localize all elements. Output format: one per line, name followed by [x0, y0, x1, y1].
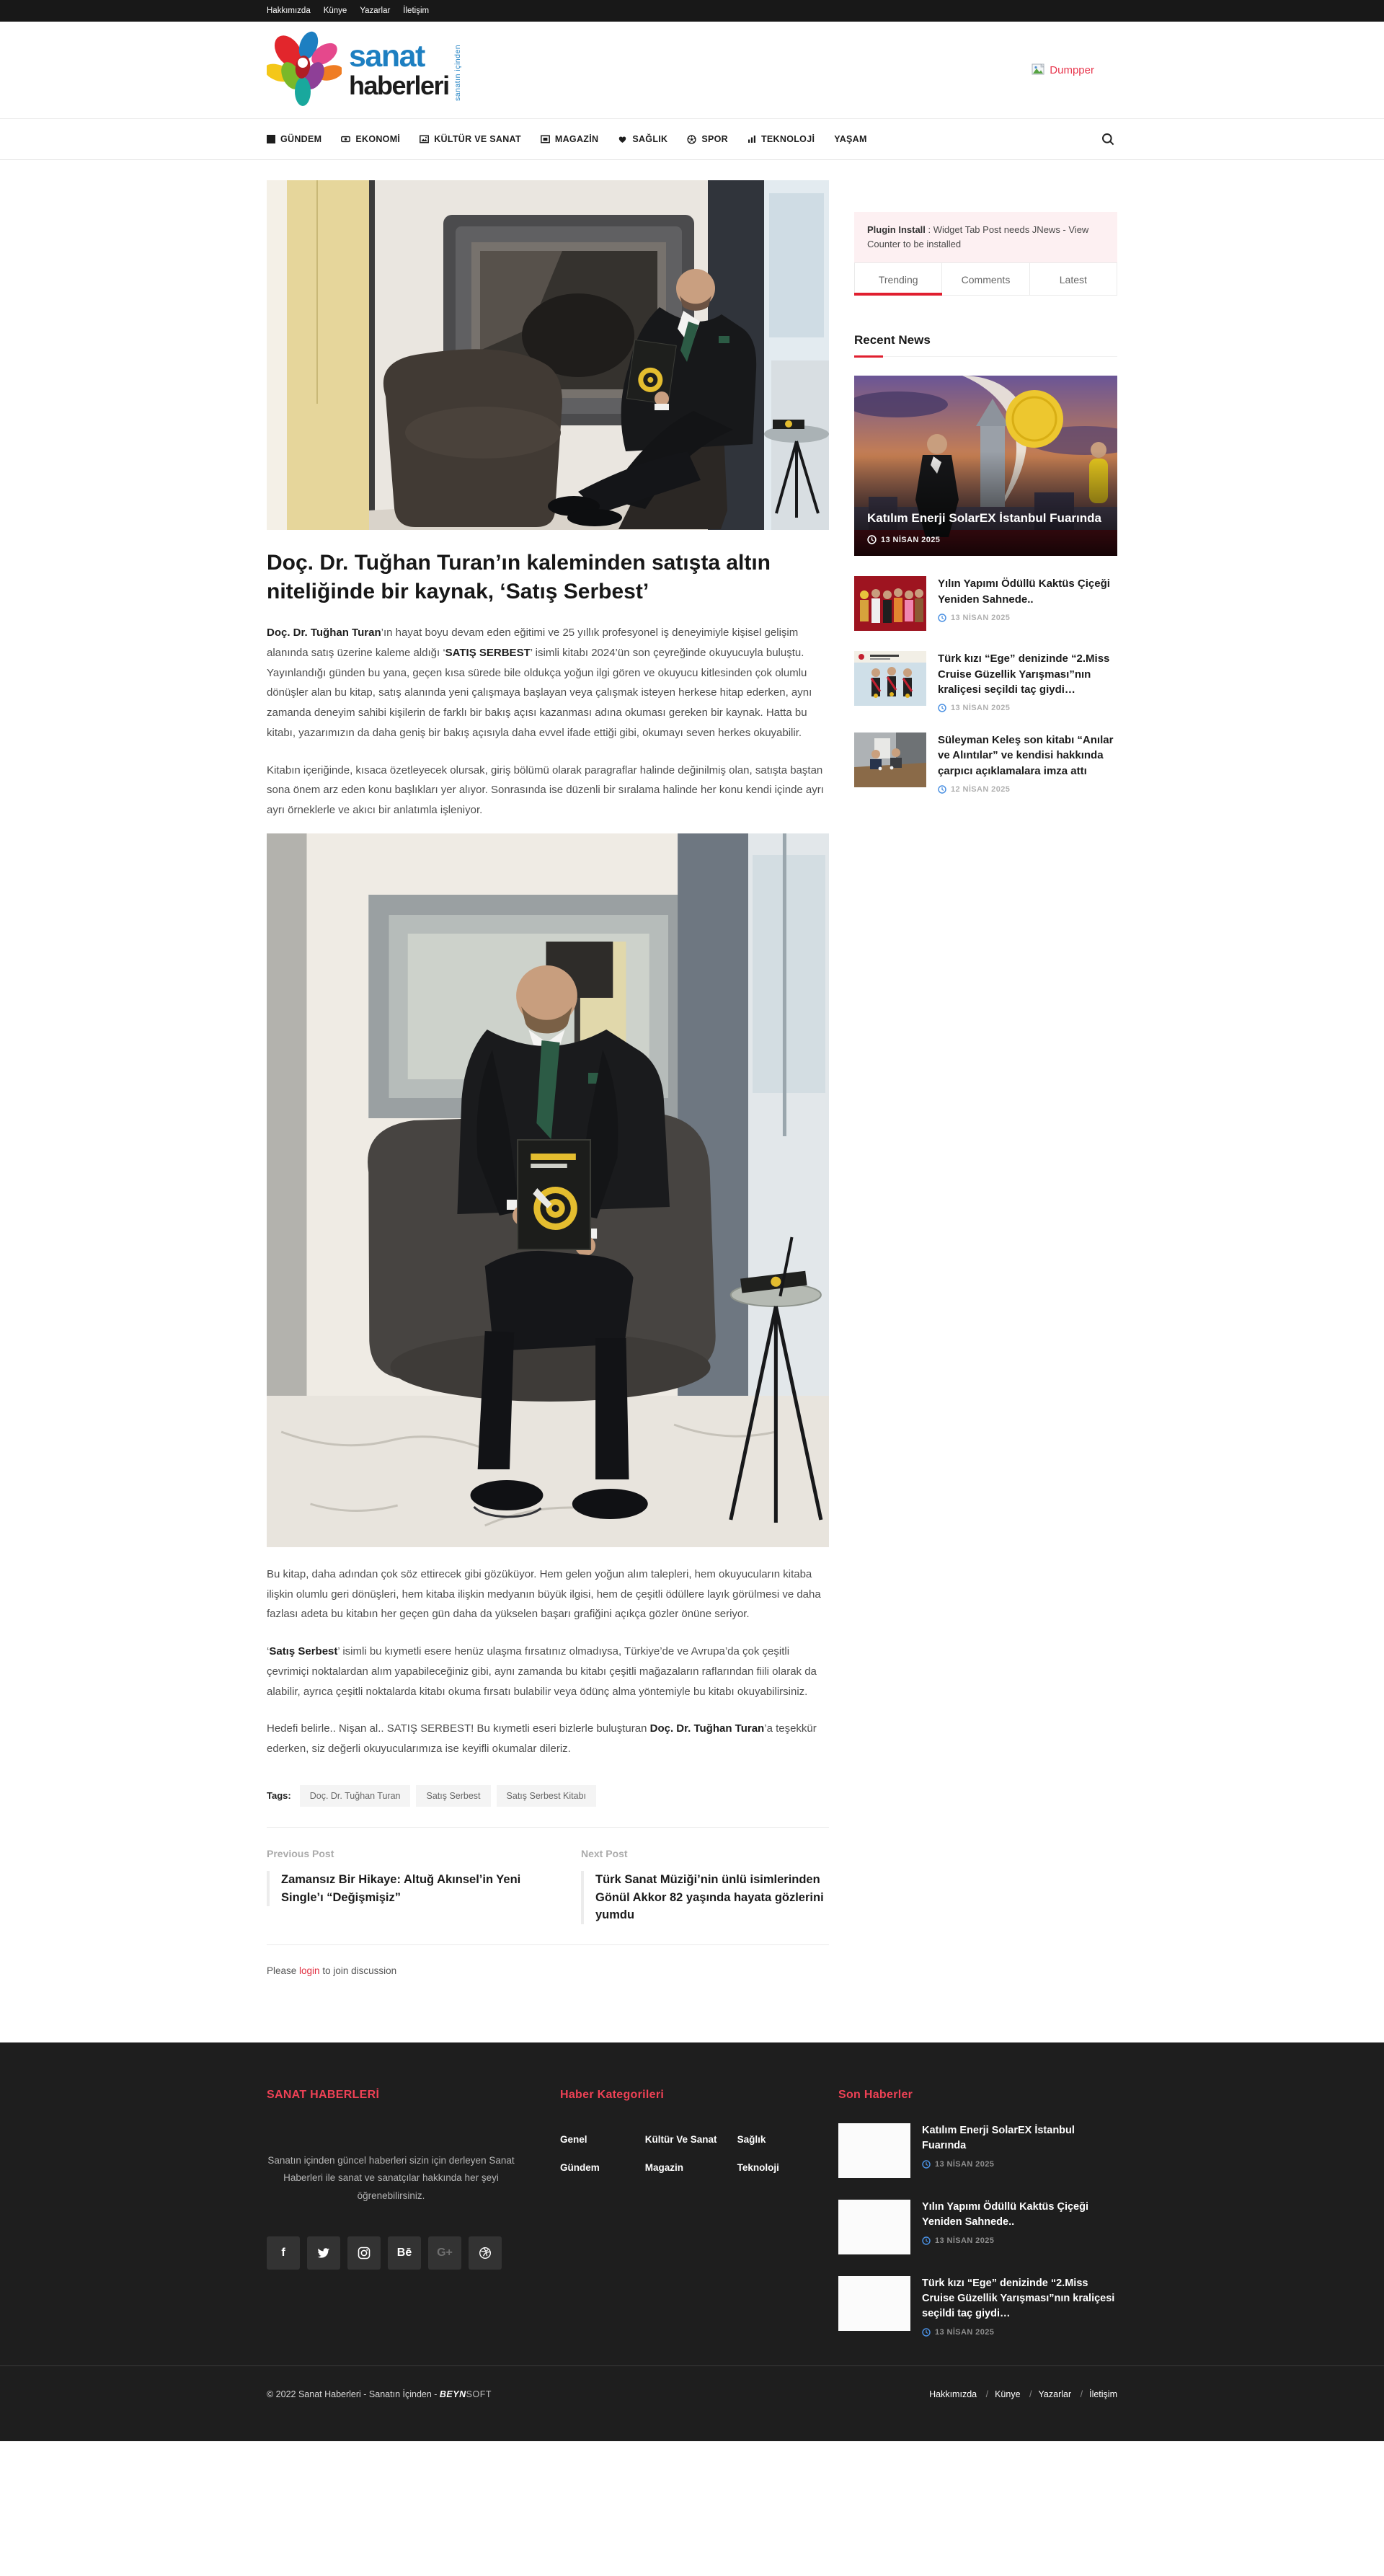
- footer-link-teknoloji[interactable]: Teknoloji: [737, 2161, 779, 2173]
- previous-post-label: Previous Post: [267, 1847, 334, 1859]
- news-thumbnail: [838, 2200, 910, 2254]
- beynsoft-brand: BEYN: [439, 2389, 466, 2400]
- nav-item-saglik[interactable]: SAĞLIK: [618, 134, 667, 144]
- nav-item-kultur-ve-sanat[interactable]: KÜLTÜR VE SANAT: [420, 134, 521, 144]
- footer-categories-title: Haber Kategorileri: [560, 2089, 665, 2102]
- news-title[interactable]: Türk kızı “Ege” denizinde “2.Miss Cruise Güzellik Yarışması”nın kraliçesi seçildi taç giydi…: [922, 2278, 1115, 2320]
- featured-news-date: 13 NİSAN 2025: [867, 535, 1104, 544]
- footer-category-column: [645, 2126, 737, 2182]
- instagram-icon[interactable]: [347, 2236, 381, 2270]
- previous-post-link[interactable]: Zamansız Bir Hikaye: Altuğ Akınsel’in Yeni Single’ı “Değişmişiz”: [267, 1871, 548, 1907]
- article-paragraph: Bu kitap, daha adından çok söz ettirecek gibi gözüküyor. Hem gelen yoğun alım talepleri, hem okuyucuların kitaba ilişkin olumlu geri dönüşleri, hem kitaba ilişkin medyanın büyük ilgisi, hem de çeşitli ödüllere layık görülmesi ve daha fazlası adeta bu kitabın her geçen gün daha da yükselen başarı grafiğini açıkça gözler önüne seriyor.: [267, 1567, 821, 1621]
- site-header: [0, 22, 1384, 119]
- footer-bottom-bar: [0, 2365, 1384, 2441]
- tags-label: Tags:: [267, 1790, 291, 1802]
- ad-banner-broken[interactable]: Dumpper: [1032, 63, 1094, 76]
- news-date: 13 NİSAN 2025: [938, 614, 1117, 622]
- tag-satis-serbest-kitabi[interactable]: Satış Serbest Kitabı: [497, 1785, 596, 1807]
- footer-link-magazin[interactable]: Magazin: [644, 2161, 683, 2173]
- footer-link-iletisim[interactable]: / İletişim: [1074, 2389, 1117, 2399]
- news-thumbnail: [854, 576, 926, 631]
- main-navigation: [0, 119, 1384, 160]
- behance-icon[interactable]: Bē: [388, 2236, 421, 2270]
- top-utility-bar: [0, 0, 1384, 22]
- nav-item-magazin[interactable]: MAGAZİN: [541, 134, 598, 144]
- next-post: [548, 1848, 829, 1924]
- nav-item-teknoloji[interactable]: TEKNOLOJİ: [748, 134, 815, 144]
- news-date: 13 NİSAN 2025: [922, 2160, 1117, 2169]
- article-title: Doç. Dr. Tuğhan Turan’ın kaleminden satışta altın niteliğinde bir kaynak, ‘Satış Serbest’: [267, 551, 771, 603]
- logo-heart-splash-icon: [267, 31, 342, 109]
- login-link[interactable]: login: [299, 1965, 320, 1977]
- news-title[interactable]: Katılım Enerji SolarEX İstanbul Fuarında: [922, 2125, 1075, 2152]
- search-icon[interactable]: [1099, 130, 1117, 149]
- divider: [267, 1827, 829, 1828]
- footer-category-column: [560, 2126, 645, 2182]
- news-title[interactable]: Yılın Yapımı Ödüllü Kaktüs Çiçeği Yeniden Sahnede..: [938, 577, 1110, 606]
- topbar-link-yazarlar[interactable]: Yazarlar: [360, 6, 391, 15]
- article-inline-photo: [267, 833, 829, 1547]
- tag-satis-serbest[interactable]: Satış Serbest: [416, 1785, 490, 1807]
- picture-icon: [420, 135, 429, 143]
- copyright: © 2022 Sanat Haberleri - Sanatın İçinden - BEYNSOFT: [267, 2389, 492, 2400]
- nav-item-yasam[interactable]: YAŞAM: [834, 134, 867, 144]
- topbar-link-iletisim[interactable]: İletişim: [403, 6, 430, 15]
- dribbble-icon[interactable]: [469, 2236, 502, 2270]
- featured-news-card[interactable]: [854, 376, 1117, 556]
- news-thumbnail: [854, 651, 926, 706]
- clock-icon: [922, 2160, 931, 2169]
- tab-comments[interactable]: Comments: [942, 262, 1029, 296]
- news-date: 13 NİSAN 2025: [922, 2328, 1117, 2337]
- footer-link-kultur-ve-sanat[interactable]: Kültür Ve Sanat: [644, 2134, 717, 2146]
- footer-brand-title: SANAT HABERLERİ: [267, 2089, 380, 2102]
- footer-about-text: Sanatın içinden güncel haberleri sizin için derleyen Sanat Haberleri ile sanat ve sanatçılar hakkında her şeyi öğrenebilirsiniz.: [267, 2155, 515, 2201]
- footer-news-item[interactable]: [838, 2200, 1117, 2254]
- footer-about: [267, 2089, 515, 2337]
- nav-item-ekonomi[interactable]: EKONOMİ: [341, 134, 400, 144]
- footer-recent-news: [825, 2089, 1117, 2337]
- footer-link-genel[interactable]: Genel: [560, 2134, 587, 2146]
- sidebar-news-item[interactable]: [854, 732, 1117, 794]
- recent-news-heading: Recent News: [854, 333, 1117, 357]
- footer-recent-title: Son Haberler: [838, 2089, 913, 2102]
- featured-news-overlay: [854, 376, 1117, 556]
- footer-categories: [515, 2089, 825, 2337]
- footer-link-gundem[interactable]: Gündem: [560, 2161, 600, 2173]
- topbar-link-kunye[interactable]: Künye: [323, 6, 347, 15]
- news-title[interactable]: Yılın Yapımı Ödüllü Kaktüs Çiçeği Yeniden Sahnede..: [922, 2201, 1088, 2228]
- news-date: 13 NİSAN 2025: [938, 704, 1117, 712]
- tab-latest[interactable]: Latest: [1030, 262, 1117, 296]
- footer-link-hakkimizda[interactable]: Hakkımızda: [929, 2389, 977, 2400]
- tags-row: [267, 1785, 829, 1807]
- clock-icon: [922, 2236, 931, 2245]
- heart-icon: [618, 135, 627, 143]
- clock-icon: [938, 614, 946, 622]
- newspaper-icon: [267, 135, 275, 143]
- photo-icon: [541, 135, 550, 143]
- article-paragraph: Doç. Dr. Tuğhan Turan’ın hayat boyu devam eden eğitimi ve 25 yıllık profesyonel iş deneyimiyle kişisel gelişim alanında satış üzerine kaleme aldığı ‘SATIŞ SERBEST’ isimli kitabı 2024’ün son çeyreğinde okuyucuyla buluştu. Yayınlandığı günden bu yana, geçen kısa sürede bile oldukça yoğun ilgi gören ve okuyucu kitlesinden çok olumlu dönüşler alan bu kitap, satış alanında yeni çalışmaya başlayan veya çalışmak isteyen herkese hitap ederken, aynı zamanda deneyim sahibi kişilerin de farklı bir bakış açısı kazanması adına okuması gereken bir kaynak. Hatta bu kitabı, yazarımızın da daha geniş bir bakış açısıyla daha evvel ifade ettiği gibi, okumayı seven herkes okuyabilir.: [267, 627, 812, 739]
- facebook-icon[interactable]: f: [267, 2236, 300, 2270]
- news-title[interactable]: Süleyman Keleş son kitabı “Anılar ve Alıntılar” ve kendisi hakkında çarpıcı açıklamalara imza attı: [938, 734, 1114, 777]
- clock-icon: [867, 535, 877, 544]
- sidebar-news-item[interactable]: [854, 651, 1117, 712]
- news-title[interactable]: Türk kızı “Ege” denizinde “2.Miss Cruise Güzellik Yarışması”nın kraliçesi seçildi taç giydi…: [938, 652, 1110, 696]
- logo-wordmark: sanat haberleri sanatın içinden: [349, 41, 463, 99]
- nav-item-spor[interactable]: SPOR: [687, 134, 728, 144]
- next-post-link[interactable]: Türk Sanat Müziği’nin ünlü isimlerinden Gönül Akkor 82 yaşında hayata gözlerini yumdu: [581, 1871, 829, 1924]
- article-paragraph: Kitabın içeriğinde, kısaca özetleyecek olursak, giriş bölümü olarak paragraflar halinde değinilmiş olan, satışta baştan sona önem arz eden konu başlıkları yer alıyor. Sonrasında ise düzenli bir sıralama halinde her konu kendi içinde ayrı ayrı örneklerle ve akıcı bir anlatımla işleniyor.: [267, 763, 824, 817]
- sidebar: [854, 180, 1117, 2009]
- article-content: [267, 180, 829, 2009]
- clock-icon: [938, 785, 946, 794]
- post-navigation: [267, 1848, 829, 1924]
- site-logo[interactable]: [267, 31, 463, 109]
- widget-tabs: [854, 262, 1117, 296]
- previous-post: [267, 1848, 548, 1924]
- footer-social-row: [267, 2236, 515, 2270]
- news-thumbnail: [838, 2123, 910, 2178]
- tab-trending[interactable]: Trending: [854, 262, 942, 296]
- topbar-link-hakkimizda[interactable]: Hakkımızda: [267, 6, 311, 15]
- twitter-icon[interactable]: [307, 2236, 340, 2270]
- news-thumbnail: [854, 732, 926, 787]
- news-date: 13 NİSAN 2025: [922, 2236, 1117, 2245]
- sidebar-news-item[interactable]: [854, 576, 1117, 631]
- footer-bottom-links: [929, 2389, 1117, 2399]
- plugin-install-notice: Plugin Install : Widget Tab Post needs JNews - View Counter to be installed: [854, 212, 1117, 262]
- chart-bars-icon: [748, 135, 756, 143]
- article-paragraph: ‘Satış Serbest’ isimli bu kıymetli esere henüz ulaşma fırsatınız olmadıysa, Türkiye’de ve Avrupa’da çok çeşitli çevrimiçi noktalardan alım yapabileceğiniz gibi, aynı zamanda bu kitabı çeşitli mağazaların raflarından fiili olarak da alabilir, ayrıca çeşitli noktalarda kitabı okuma fırsatı bulabilir veya ödünç alma yöntemiyle bu kitabı okuyabilirsiniz.: [267, 1645, 817, 1698]
- news-date: 12 NİSAN 2025: [938, 785, 1117, 794]
- site-footer: [0, 2042, 1384, 2441]
- nav-item-gundem[interactable]: GÜNDEM: [267, 134, 321, 144]
- footer-news-item[interactable]: [838, 2123, 1117, 2178]
- broken-image-icon: [1032, 63, 1047, 76]
- footer-link-kunye[interactable]: / Künye: [980, 2389, 1021, 2399]
- article-paragraph: Hedefi belirle.. Nişan al.. SATIŞ SERBEST! Bu kıymetli eseri bizlerle buluşturan Doç. Dr. Tuğhan Turan’a teşekkür ederken, siz değerli okuyucularımıza ise keyifli okumalar dileriz.: [267, 1722, 817, 1756]
- article-hero-photo: [267, 180, 829, 530]
- clock-icon: [938, 704, 946, 712]
- footer-category-column: [737, 2126, 811, 2182]
- clock-icon: [922, 2328, 931, 2337]
- footer-link-yazarlar[interactable]: / Yazarlar: [1023, 2389, 1071, 2399]
- banknote-icon: [341, 135, 350, 143]
- news-thumbnail: [838, 2276, 910, 2331]
- discussion-login-note: Please login to join discussion: [267, 1965, 397, 1977]
- tag-dog-dr-tughan-turan[interactable]: Doç. Dr. Tuğhan Turan: [300, 1785, 411, 1807]
- footer-link-saglik[interactable]: Sağlık: [737, 2134, 766, 2146]
- next-post-label: Next Post: [581, 1847, 628, 1859]
- google-plus-icon[interactable]: G+: [428, 2236, 461, 2270]
- ball-icon: [687, 135, 696, 144]
- divider: [267, 1944, 829, 1945]
- footer-news-item[interactable]: [838, 2276, 1117, 2337]
- logo-tagline: sanatın içinden: [453, 44, 463, 102]
- featured-news-title[interactable]: Katılım Enerji SolarEX İstanbul Fuarında: [867, 511, 1101, 526]
